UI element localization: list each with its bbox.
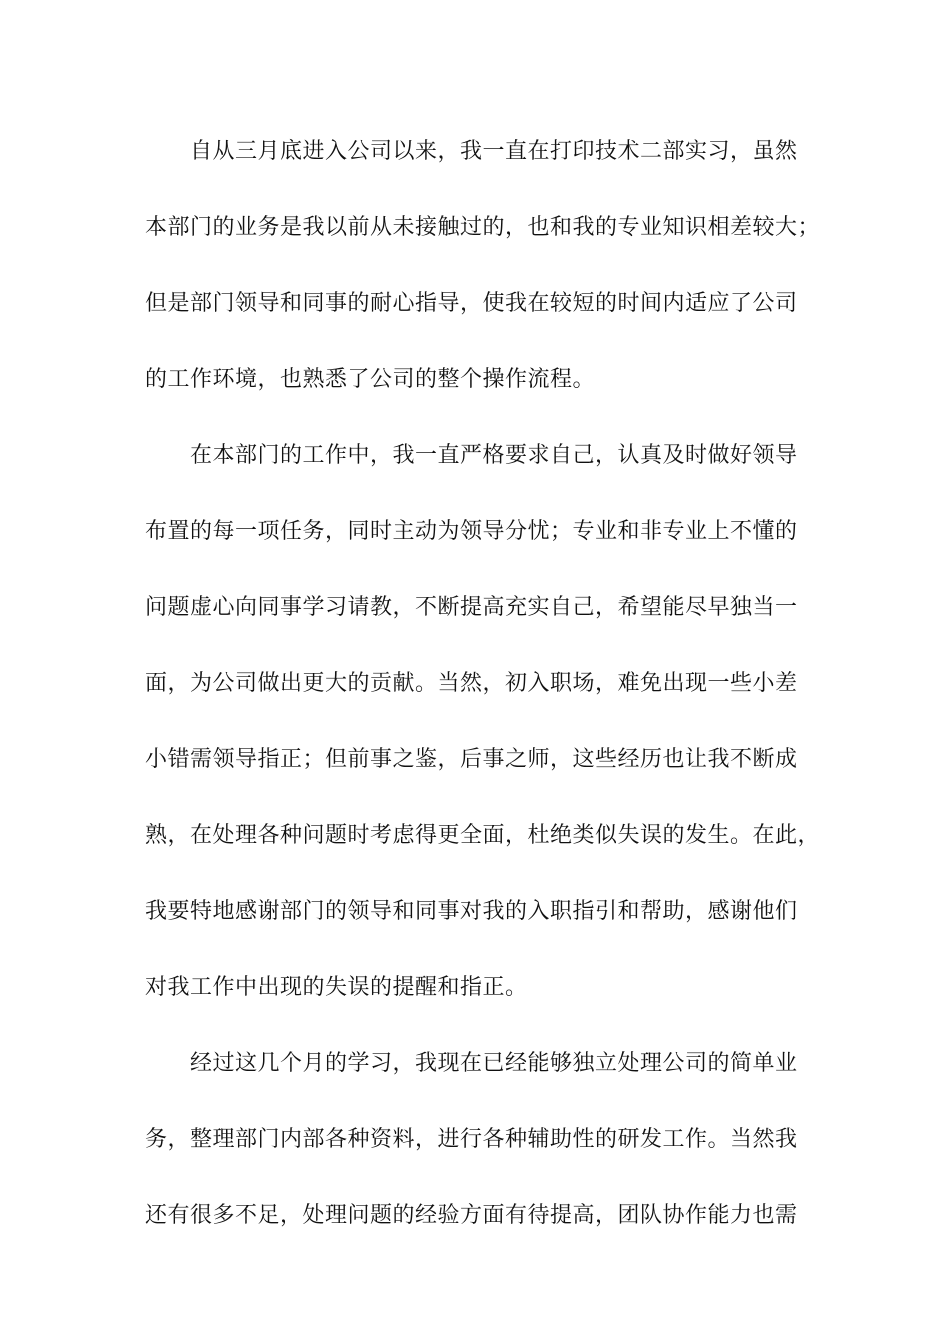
paragraph-1-line-2: 本部门的业务是我以前从未接触过的，也和我的专业知识相差较大；	[145, 215, 821, 240]
paragraph-2-line-4: 面，为公司做出更大的贡献。当然，初入职场，难免出现一些小差	[145, 671, 798, 696]
paragraph-2-line-6: 熟，在处理各种问题时考虑得更全面，杜绝类似失误的发生。在此，	[145, 823, 821, 848]
paragraph-2-line-3: 问题虚心向同事学习请教，不断提高充实自己，希望能尽早独当一	[145, 595, 798, 620]
paragraph-2-line-8: 对我工作中出现的失误的提醒和指正。	[145, 975, 528, 1000]
paragraph-1-line-1: 自从三月底进入公司以来，我一直在打印技术二部实习，虽然	[190, 139, 798, 164]
paragraph-2-line-1: 在本部门的工作中，我一直严格要求自己，认真及时做好领导	[190, 443, 798, 468]
paragraph-2-line-7: 我要特地感谢部门的领导和同事对我的入职指引和帮助，感谢他们	[145, 899, 798, 924]
paragraph-1-line-3: 但是部门领导和同事的耐心指导，使我在较短的时间内适应了公司	[145, 291, 798, 316]
paragraph-2-line-5: 小错需领导指正；但前事之鉴，后事之师，这些经历也让我不断成	[145, 747, 798, 772]
paragraph-1-line-4: 的工作环境，也熟悉了公司的整个操作流程。	[145, 367, 596, 392]
paragraph-3-line-1: 经过这几个月的学习，我现在已经能够独立处理公司的简单业	[190, 1051, 798, 1076]
paragraph-2-line-2: 布置的每一项任务，同时主动为领导分忧；专业和非专业上不懂的	[145, 519, 798, 544]
paragraph-3-line-3: 还有很多不足，处理问题的经验方面有待提高，团队协作能力也需	[145, 1203, 798, 1228]
paragraph-3-line-2: 务，整理部门内部各种资料，进行各种辅助性的研发工作。当然我	[145, 1127, 798, 1152]
